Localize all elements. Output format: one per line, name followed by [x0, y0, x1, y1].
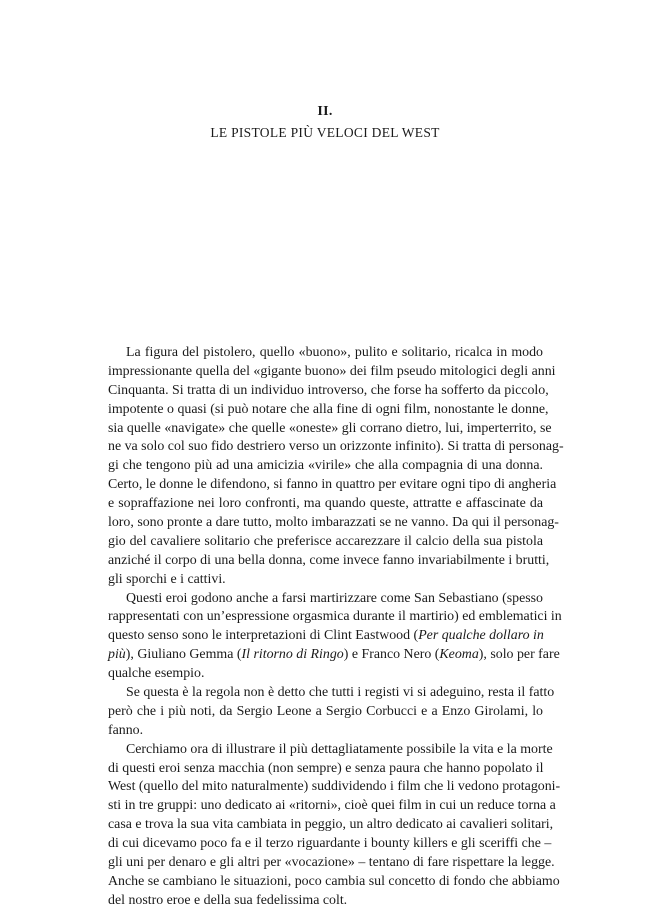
text-run: La figura del pistolero, quello «buono», pulito e solitario, ricalca in modo — [126, 345, 543, 360]
text-line — [108, 835, 552, 854]
text-run: rappresentati con un’espressione orgasmica durante il martirio) ed emblematici in — [108, 609, 562, 625]
text-line — [108, 797, 556, 816]
text-line — [108, 476, 557, 495]
text-line — [108, 684, 555, 703]
text-line — [108, 495, 543, 514]
text-line — [108, 892, 543, 911]
text-line — [108, 741, 553, 760]
text-run: Cinquanta. Si tratta di un individuo introverso, che forse ha sofferto da piccolo, — [108, 382, 549, 398]
text-line — [108, 646, 560, 665]
text-run: ) e Franco Nero ( — [343, 647, 440, 663]
film-title: Il ritorno di Ringo — [241, 647, 344, 663]
text-line — [108, 552, 550, 571]
text-line — [108, 665, 543, 684]
text-run: sti in tre gruppi: uno dedicato ai «ritorni», cioè quei film in cui un reduce torna a — [108, 798, 556, 814]
text-run: West (quello del mito naturalmente) suddividendo i film che li vedono protagoni- — [108, 779, 561, 795]
text-run: impressionante quella del «gigante buono» dei film pseudo mitologici degli anni — [108, 363, 556, 379]
text-line — [108, 590, 543, 609]
text-run: Anche se cambiano le situazioni, poco cambia sul concetto di fondo che abbiamo — [108, 873, 560, 889]
text-line — [108, 778, 561, 797]
text-line — [108, 873, 560, 892]
text-line — [108, 420, 552, 439]
text-line — [108, 533, 543, 552]
text-run: questo senso sono le interpretazioni di Clint Eastwood ( — [108, 628, 419, 644]
paragraph — [108, 590, 562, 684]
chapter-body — [108, 344, 564, 911]
text-run: ), Giuliano Gemma ( — [125, 647, 242, 663]
text-run: di cui dicevamo poco fa e il terzo riguardante i bounty killers e gli sceriffi che – — [108, 836, 552, 852]
text-run: qualche esempio. — [108, 666, 205, 682]
text-run: Se questa è la regola non è detto che tutti i registi vi si adeguino, resta il fatto — [126, 685, 555, 701]
paragraph — [108, 684, 555, 741]
text-line — [108, 401, 549, 420]
text-run: gli sporchi e i cattivi. — [108, 571, 226, 587]
chapter-number: II. — [317, 104, 333, 119]
text-run: gli uni per denaro e gli altri per «vocazione» – tentano di fare rispettare la legge. — [108, 855, 555, 871]
text-run: del nostro eroe e della sua fedelissima colt. — [108, 892, 348, 908]
text-run: fanno. — [108, 722, 144, 738]
text-run: anziché il corpo di una bella donna, come invece fanno invariabilmente i brutti, — [108, 552, 550, 568]
text-line — [108, 571, 543, 590]
text-run: Questi eroi godono anche a farsi martirizzare come San Sebastiano (spesso — [126, 590, 543, 606]
text-line — [108, 514, 559, 533]
paragraph — [108, 344, 564, 590]
text-line — [108, 627, 543, 646]
text-line — [108, 363, 556, 382]
text-run: Cerchiamo ora di illustrare il più dettagliatamente possibile la vita e la morte — [126, 741, 553, 757]
text-line — [108, 854, 555, 873]
text-run: impotente o quasi (si può notare che alla fine di ogni film, nonostante le donne, — [108, 401, 549, 417]
text-run: gio del cavaliere solitario che preferisce accarezzare il calcio della sua pistola — [108, 533, 543, 549]
text-run: però che i più noti, da Sergio Leone a Sergio Corbucci e a Enzo Girolami, lo — [108, 703, 543, 719]
film-title: più — [108, 647, 126, 663]
text-run: e sopraffazione nei loro confronti, ma quando queste, attratte e affascinate da — [108, 496, 543, 512]
text-line — [108, 760, 543, 779]
text-run: di questi eroi senza macchia (non sempre) e senza paura che hanno popolato il — [108, 760, 544, 776]
text-run: Certo, le donne le difendono, si fanno in quattro per evitare ogni tipo di angheria — [108, 477, 557, 493]
film-title: Per qualche dollaro in — [418, 628, 544, 644]
text-line — [108, 344, 543, 363]
text-line — [108, 382, 549, 401]
text-line — [108, 722, 543, 741]
text-line — [108, 816, 554, 835]
text-run: gi che tengono più ad una amicizia «virile» che alla compagnia di una donna. — [108, 458, 543, 474]
text-line — [108, 438, 564, 457]
chapter-title: LE PISTOLE PIÙ VELOCI DEL WEST — [210, 125, 440, 140]
text-run: ne va solo col suo fido destriero verso un orizzonte infinito). Si tratta di personag- — [108, 439, 564, 455]
film-title: Keoma — [439, 647, 479, 663]
paragraph — [108, 741, 561, 911]
text-line — [108, 457, 543, 476]
text-run: casa e trova la sua vita cambiata in peggio, un altro dedicato ai cavalieri solitari, — [108, 817, 554, 833]
text-run: sia quelle «navigate» che quelle «oneste» gli corrano dietro, lui, imperterrito, se — [108, 420, 552, 436]
text-run: loro, sono pronte a dare tutto, molto imbarazzati se ne vanno. Da qui il personag- — [108, 515, 559, 531]
text-line — [108, 703, 543, 722]
text-run: ), solo per fare — [478, 647, 560, 663]
text-line — [108, 608, 562, 627]
